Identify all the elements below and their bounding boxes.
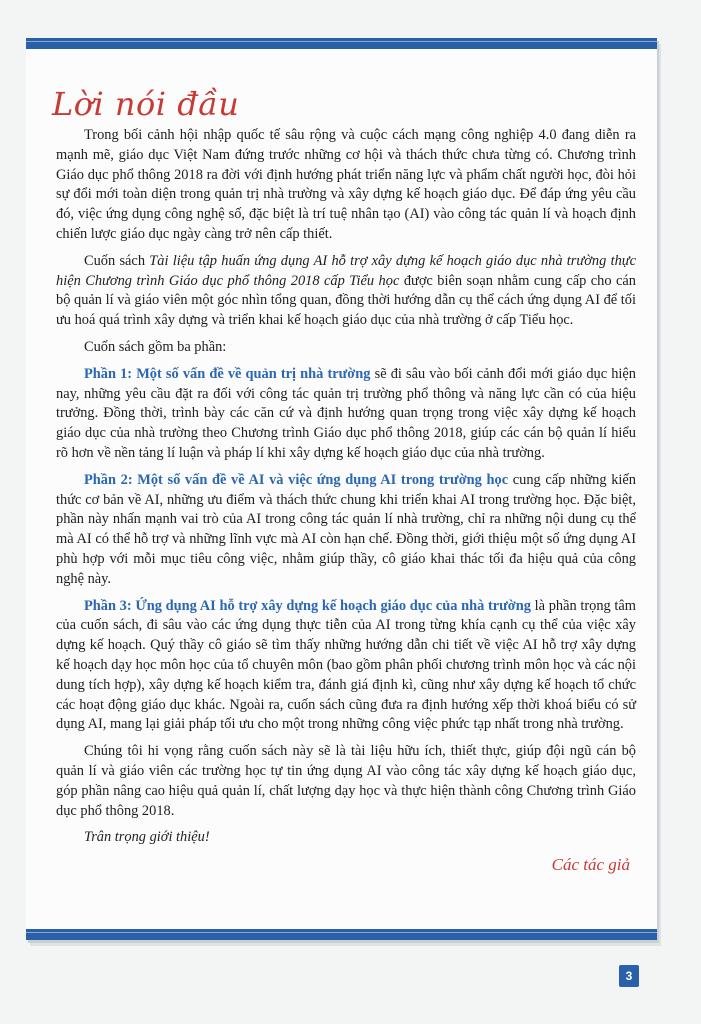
conclusion-paragraph: Chúng tôi hi vọng rằng cuốn sách này sẽ là tài liệu hữu ích, thiết thực, giúp đội ngũ cán bộ quản lí và giáo viên các trường học tự tin ứng dụng AI vào công tác xây dựng kế hoạch giáo dục, góp phần nâng cao hiệu quả quản lí, chất lượng dạy học và thực hiện thành công Chương trình Giáo dục phổ thông 2018. — [56, 743, 636, 819]
page-title: Lời nói đầu — [52, 85, 240, 123]
book-prefix: Cuốn sách — [84, 252, 150, 269]
part-3-heading: Phần 3: Ứng dụng AI hỗ trợ xây dựng kế hoạch giáo dục của nhà trường — [84, 597, 531, 614]
top-border-bar — [26, 38, 657, 49]
part-2-paragraph — [56, 471, 636, 590]
part-1-text: sẽ đi sâu vào bối cảnh đổi mới giáo dục hiện nay, những yêu cầu đặt ra đối với công tác quản trị trường phổ thông và năng lực cần có của hiệu trưởng. Đồng thời, trình bày các căn cứ và định hướng quan trọng trong việc xây dựng kế hoạch giáo dục của nhà trường theo Chương trình Giáo dục phổ thông 2018, giúp các cán bộ quản lí hiểu rõ hơn về nền tảng lí luận và pháp lí khi xây dựng kế hoạch giáo dục của nhà trường. — [56, 365, 636, 461]
preface-content — [52, 85, 636, 875]
intro-paragraph: Trong bối cảnh hội nhập quốc tế sâu rộng và cuộc cách mạng công nghiệp 4.0 đang diễn ra mạnh mẽ, giáo dục Việt Nam đứng trước những cơ hội và thách thức chưa từng có. Chương trình Giáo dục phổ thông 2018 ra đời với định hướng phát triển năng lực và phẩm chất người học, đòi hỏi sự đổi mới toàn diện trong quản trị nhà trường và xây dựng kế hoạch giáo dục. Để đáp ứng yêu cầu đó, việc ứng dụng công nghệ số, đặc biệt là trí tuệ nhân tạo (AI) vào công tác quản lí và hoạch định chiến lược giáo dục ngày càng trở nên cấp thiết. — [56, 127, 636, 242]
page-frame — [26, 38, 657, 940]
part-1-heading: Phần 1: Một số vấn đề về quản trị nhà trường — [84, 365, 371, 382]
page-number: 3 — [619, 965, 639, 987]
authors-signature: Các tác giả — [551, 855, 630, 875]
part-3-text: là phần trọng tâm của cuốn sách, đi sâu vào các ứng dụng thực tiễn của AI trong từng khía cạnh cụ thể của việc xây dựng kế hoạch. Quý thầy cô giáo sẽ tìm thấy những hướng dẫn chi tiết về việc AI hỗ trợ xây dựng kế hoạch dạy học môn học của tổ chuyên môn (bao gồm phân phối chương trình môn học và các nội dung tích hợp), xây dựng kế hoạch kiểm tra, đánh giá định kì, cũng như xây dựng kế hoạch tổ chức các hoạt động giáo dục khác. Ngoài ra, cuốn sách cũng đưa ra định hướng xếp thời khoá biểu có sử dụng AI, mang lại giải pháp tối ưu cho một trong những công việc phức tạp nhất trong nhà trường. — [56, 597, 636, 733]
part-3-paragraph — [56, 597, 636, 736]
parts-intro: Cuốn sách gồm ba phần: — [84, 338, 227, 355]
book-title: Tài liệu tập huấn ứng dụng AI hỗ trợ xây dựng kế hoạch giáo dục nhà trường thực hiện Chương trình Giáo dục phổ thông 2018 cấp Tiểu học — [56, 252, 636, 289]
book-paragraph — [56, 252, 636, 331]
part-2-text: cung cấp những kiến thức cơ bản về AI, những ưu điểm và thách thức chung khi triển khai AI trong trường học. Đặc biệt, phần này nhấn mạnh vai trò của AI trong công tác quản lí nhà trường, chỉ ra những nội dung cụ thể mà AI có thể hỗ trợ và những lĩnh vực mà AI còn hạn chế. Đồng thời, giới thiệu một số ứng dụng AI phù hợp với mỗi mục tiêu công việc, nhằm giúp thầy, cô giáo khai thác tối đa hiệu quả của công nghệ này. — [56, 471, 636, 587]
bottom-border-bar — [26, 929, 657, 940]
part-1-paragraph — [56, 365, 636, 464]
closing-line: Trân trọng giới thiệu! — [84, 829, 210, 846]
part-2-heading: Phần 2: Một số vấn đề về AI và việc ứng dụng AI trong trường học — [84, 471, 509, 488]
book-suffix: được biên soạn nhằm cung cấp cho cán bộ quản lí và giáo viên một góc nhìn tổng quan, đồng thời hướng dẫn cụ thể cách ứng dụng AI để tối ưu hoá quá trình xây dựng và triển khai kế hoạch giáo dục của nhà trường ở cấp Tiểu học. — [56, 272, 636, 329]
